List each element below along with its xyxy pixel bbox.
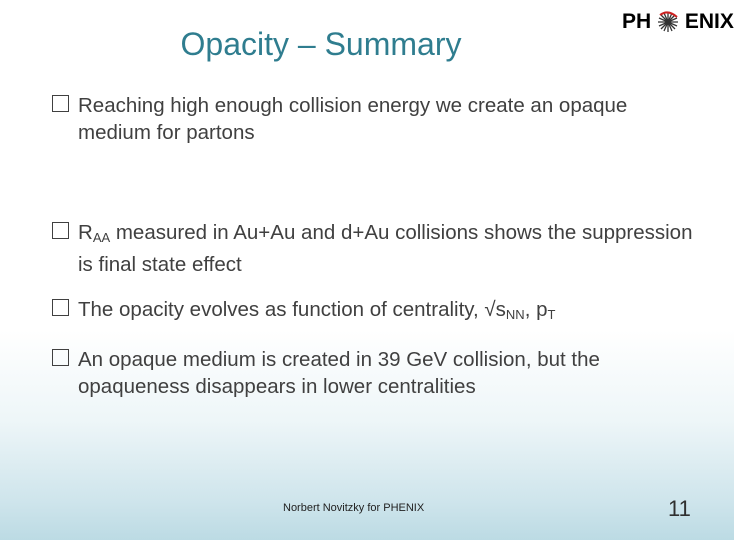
bullet-text-post: measured in Au+Au and d+Au collisions shows the suppression is final state effect	[78, 221, 693, 276]
checkbox-bullet-icon	[52, 299, 69, 316]
phenix-logo	[622, 10, 732, 42]
bullet-subscript: AA	[92, 230, 111, 245]
logo-text-right: ENIX	[684, 10, 734, 34]
bullet-text	[78, 296, 698, 328]
bullet-text	[78, 219, 698, 278]
checkbox-bullet-icon	[52, 222, 69, 239]
bullet-subscript: NN	[505, 307, 525, 322]
bullet-text-pre: The opacity evolves as function of centrality, √s	[78, 298, 506, 321]
page-number: 11	[668, 496, 691, 521]
bullet-text-mid: , p	[524, 298, 548, 321]
bullet-text-pre: R	[78, 221, 93, 244]
slide-footer: Norbert Novitzky for PHENIX	[283, 502, 425, 514]
logo-text-left: PH	[622, 10, 652, 34]
starburst-icon	[657, 11, 679, 33]
bullet-text: An opaque medium is created in 39 GeV collision, but the opaqueness disappears in lower centralities	[78, 348, 600, 398]
bullet-subscript: T	[547, 307, 556, 322]
bullet-text: Reaching high enough collision energy we create an opaque medium for partons	[78, 94, 628, 144]
checkbox-bullet-icon	[52, 95, 69, 112]
slide-title: Opacity – Summary	[180, 26, 462, 62]
checkbox-bullet-icon	[52, 349, 69, 366]
